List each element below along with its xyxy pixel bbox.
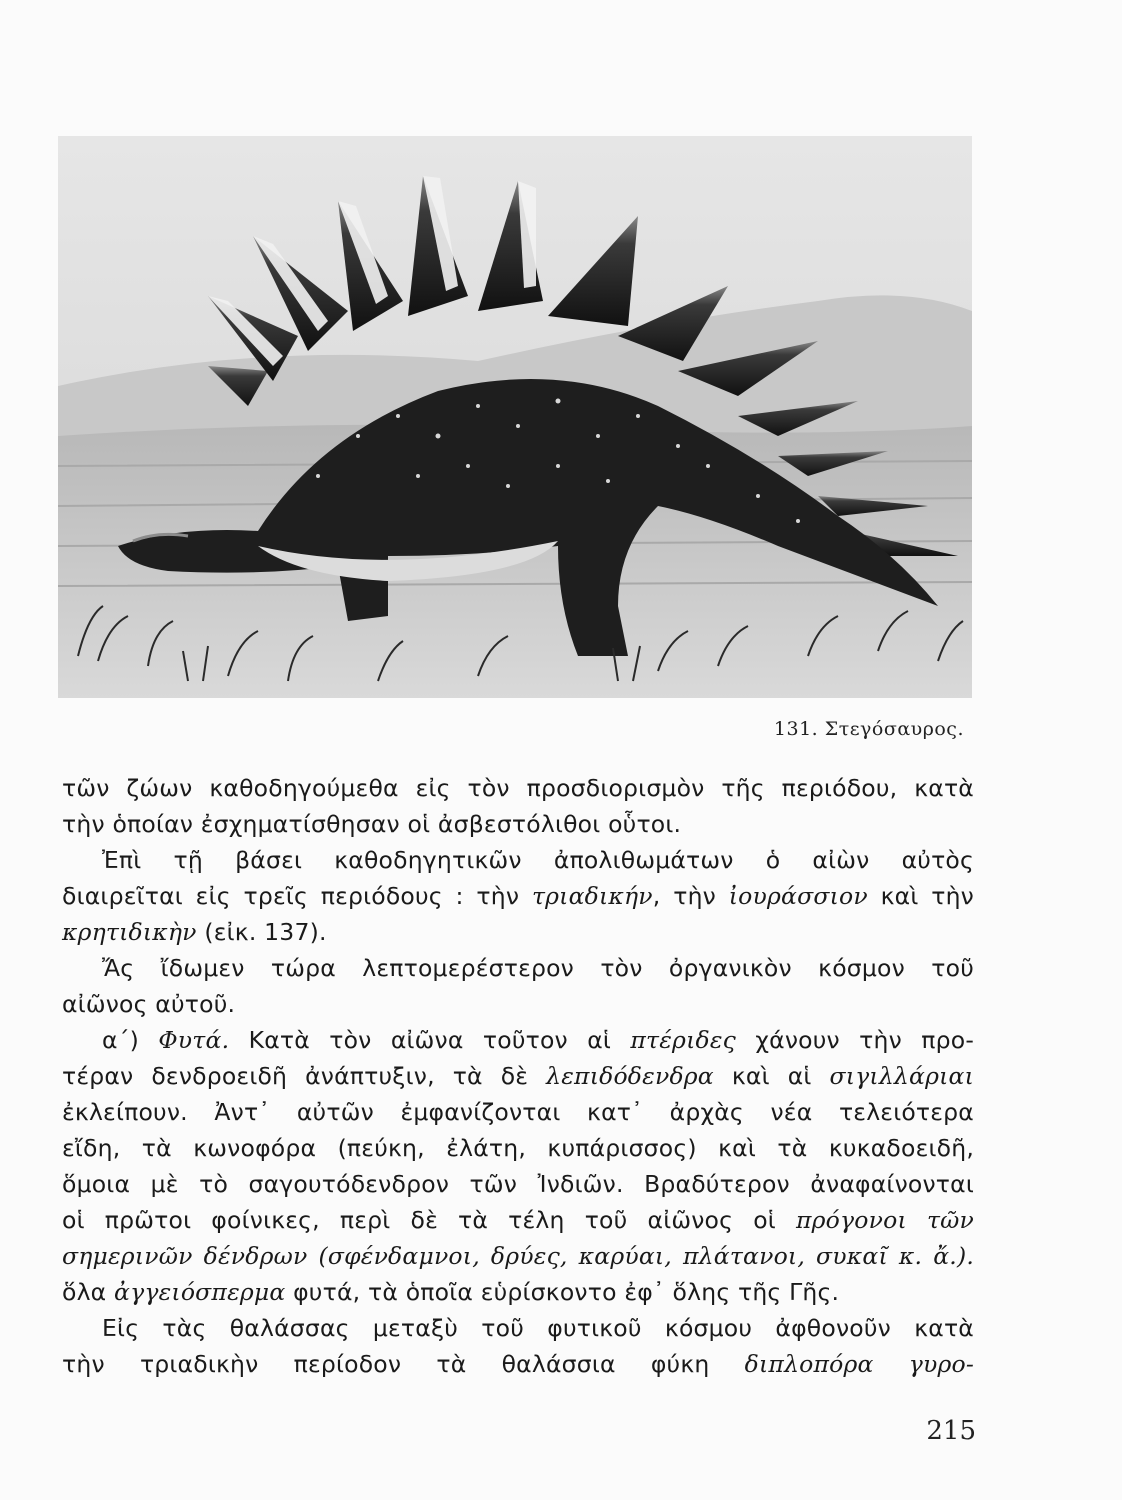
text-segment: αἰῶνος αὐτοῦ.: [62, 990, 236, 1018]
text-line: [62, 950, 974, 986]
page-number: 215: [926, 1416, 976, 1446]
text-segment: Κατὰ τὸν αἰῶνα τοῦτον αἱ: [229, 1026, 631, 1054]
body-text: [62, 770, 974, 1382]
text-segment: καὶ αἱ: [713, 1062, 830, 1090]
text-line: [62, 1130, 974, 1166]
text-line: [62, 1022, 974, 1058]
text-segment: Ἄς ἴδωμεν τώρα λεπτομερέστερον τὸν ὀργανικὸν κόσμον τοῦ: [102, 954, 974, 982]
italic-term: σημερινῶν δένδρων (σφένδαμνοι, δρύες, καρύαι, πλάτανοι, συκαῖ κ. ἄ.).: [62, 1242, 974, 1270]
text-line: [62, 914, 974, 950]
text-segment: ὅλα: [62, 1278, 115, 1306]
italic-term: πτέριδες: [630, 1026, 737, 1054]
italic-term: ἰουράσσιον: [728, 882, 868, 910]
italic-term: τριαδικήν: [531, 882, 653, 910]
text-segment: χάνουν τὴν προ-: [736, 1026, 974, 1054]
text-segment: ἐκλείπουν. Ἀντ᾽ αὐτῶν ἐμφανίζονται κατ᾽ ἀρχὰς νέα τελειότερα: [62, 1098, 974, 1126]
text-segment: φυτά, τὰ ὁποῖα εὑρίσκοντο ἐφ᾽ ὅλης τῆς Γῆς.: [285, 1278, 840, 1306]
text-line: [62, 1274, 974, 1310]
text-line: [62, 1202, 974, 1238]
italic-term: πρόγονοι τῶν: [796, 1206, 974, 1234]
text-segment: τέραν δενδροειδῆ ἀνάπτυξιν, τὰ δὲ: [62, 1062, 547, 1090]
text-line: [62, 770, 974, 806]
stegosaurus-illustration: [58, 136, 972, 698]
italic-term: κρητιδικὴν: [62, 918, 197, 946]
text-segment: τὴν τριαδικὴν περίοδον τὰ θαλάσσια φύκη: [62, 1350, 745, 1378]
text-segment: οἱ πρῶτοι φοίνικες, περὶ δὲ τὰ τέλη τοῦ αἰῶνος οἱ: [62, 1206, 797, 1234]
text-segment: , τὴν: [652, 882, 729, 910]
text-line: [62, 1058, 974, 1094]
text-line: [62, 1094, 974, 1130]
text-segment: τὴν ὁποίαν ἐσχηματίσθησαν οἱ ἀσβεστόλιθοι οὗτοι.: [62, 810, 682, 838]
figure-caption: 131. Στεγόσαυρος.: [773, 718, 964, 740]
text-segment: (εἰκ. 137).: [196, 918, 327, 946]
text-segment: καὶ τὴν: [867, 882, 974, 910]
text-line: [62, 842, 974, 878]
text-segment: α΄): [102, 1026, 159, 1054]
text-segment: ὅμοια μὲ τὸ σαγουτόδενδρον τῶν Ἰνδιῶν. Βραδύτερον ἀναφαίνονται: [62, 1170, 974, 1198]
text-segment: τῶν ζώων καθοδηγούμεθα εἰς τὸν προσδιορισμὸν τῆς περιόδου, κατὰ: [62, 774, 974, 802]
text-line: [62, 1238, 974, 1274]
text-line: [62, 878, 974, 914]
italic-term: λεπιδόδενδρα: [546, 1062, 714, 1090]
text-line: [62, 1346, 974, 1382]
text-line: [62, 806, 974, 842]
text-line: [62, 1166, 974, 1202]
text-segment: Ἐπὶ τῇ βάσει καθοδηγητικῶν ἀπολιθωμάτων ὁ αἰὼν αὐτὸς: [102, 846, 974, 874]
italic-term: Φυτά.: [158, 1026, 230, 1054]
text-line: [62, 1310, 974, 1346]
italic-term: διπλοπόρα γυρο-: [744, 1350, 974, 1378]
italic-term: ἀγγειόσπερμα: [114, 1278, 286, 1306]
text-segment: Εἰς τὰς θαλάσσας μεταξὺ τοῦ φυτικοῦ κόσμου ἀφθονοῦν κατὰ: [102, 1314, 974, 1342]
text-segment: διαιρεῖται εἰς τρεῖς περιόδους : τὴν: [62, 882, 532, 910]
text-line: [62, 986, 974, 1022]
text-segment: εἴδη, τὰ κωνοφόρα (πεύκη, ἐλάτη, κυπάρισσος) καὶ τὰ κυκαδοειδῆ,: [62, 1134, 974, 1162]
italic-term: σιγιλλάριαι: [829, 1062, 974, 1090]
